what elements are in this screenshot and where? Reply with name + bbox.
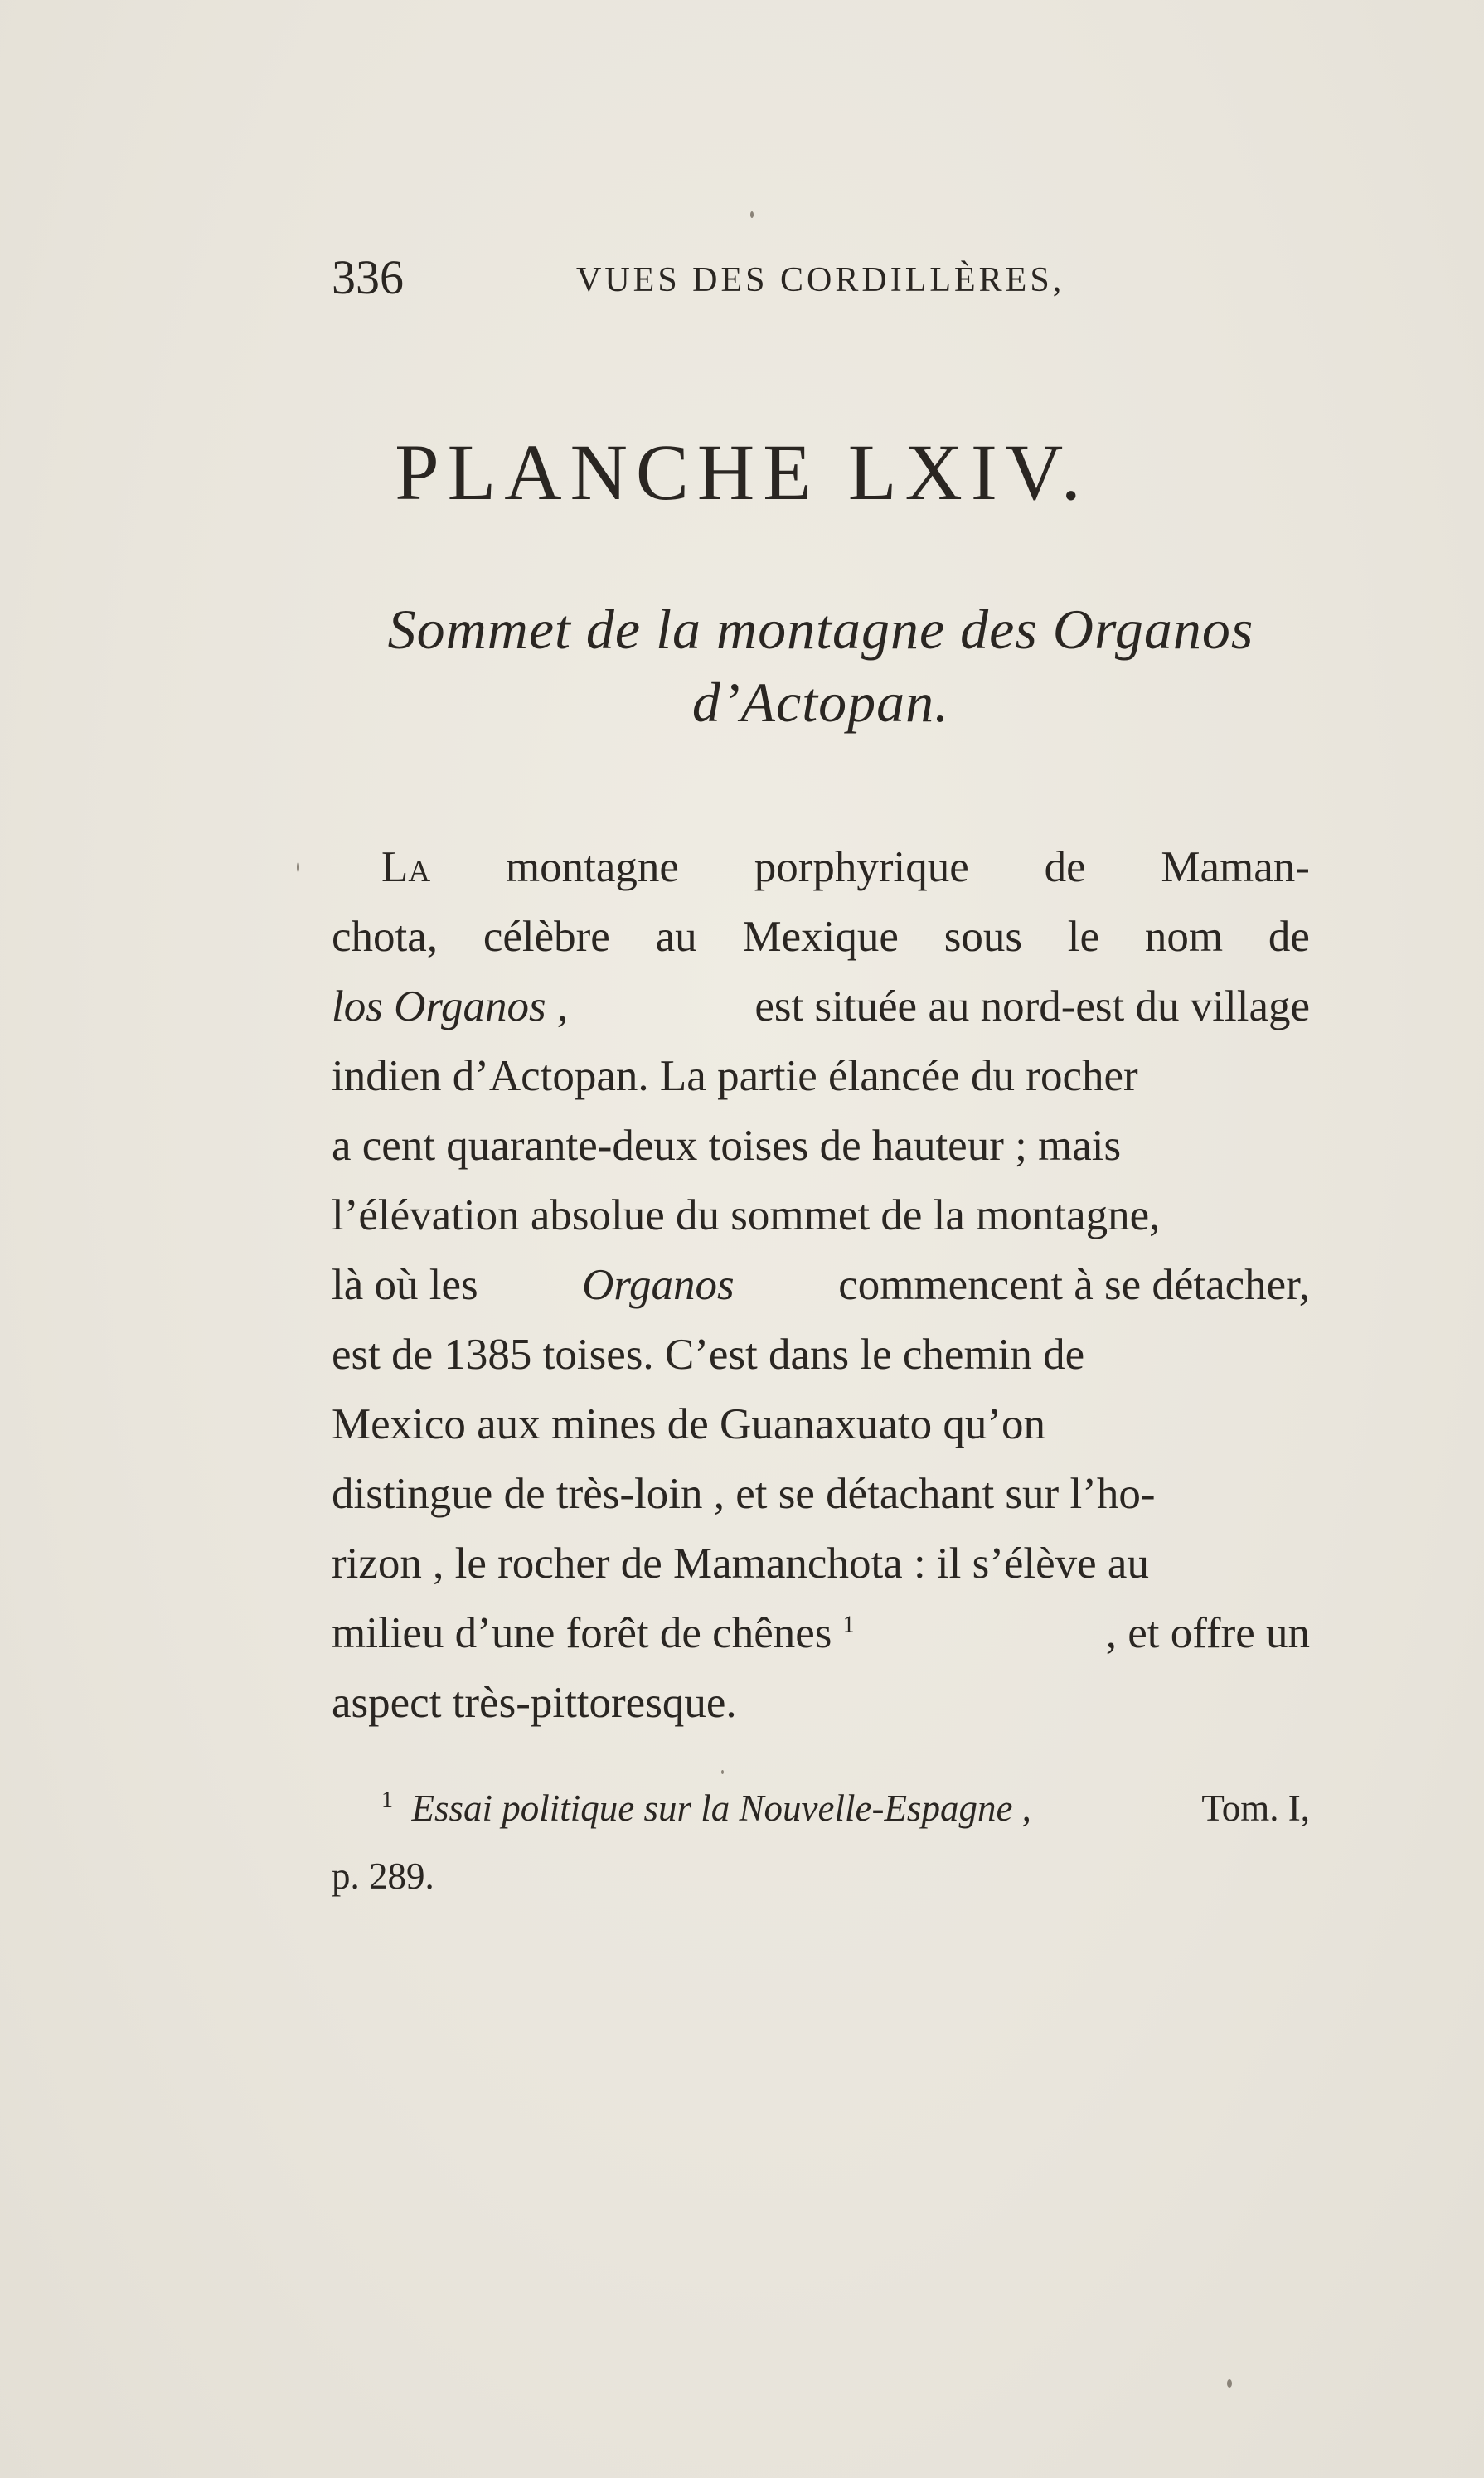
text-line: a cent quarante-deux toises de hauteur ; mais [332,1122,1122,1170]
subtitle-line-2: d’Actopan. [691,671,950,734]
page-number: 336 [332,250,404,304]
paper-speck [297,862,299,872]
running-head: VUES DES CORDILLÈRES, [576,261,1065,299]
text-line: Mexico aux mines de Guanaxuato qu’on [332,1400,1046,1448]
text-line: milieu d’une forêt de chênes $^1$ , et offre un [332,1609,1310,1657]
text-line: là où les Organos commencent à se détacher, [332,1261,1310,1309]
footnote-reference: 1 [842,1612,855,1638]
text-line: l’élévation absolue du sommet de la montagne, [332,1191,1161,1239]
paper-speck [750,211,754,218]
text-line: est de 1385 toises. C’est dans le chemin de [332,1331,1085,1379]
plate-title: PLANCHE LXIV. [395,428,1089,516]
text-line: aspect très-pittoresque. [332,1679,737,1727]
body-paragraph [332,832,1310,1738]
footnote-mark: 1 [381,1787,393,1813]
subtitle-line-1: Sommet de la montagne des Organos [387,598,1254,661]
text-line: rizon , le rocher de Mamanchota : il s’élève au [332,1540,1149,1588]
text-line: La montagne porphyrique de Maman- [381,843,1310,891]
text-line: los Organos , est située au nord-est du village [332,982,1310,1030]
footnote-line: p. 289. [332,1855,434,1897]
text-line: indien d’Actopan. La partie élancée du rocher [332,1052,1138,1100]
paper-speck [1227,2379,1232,2388]
text-line: chota, célèbre au Mexique sous le nom de [332,913,1310,961]
footnote-line: $^1$ Essai politique sur la Nouvelle-Espagne , Tom. I, [381,1787,1310,1829]
paper-speck [721,1770,724,1774]
text-line: distingue de très-loin , et se détachant sur l’ho- [332,1470,1156,1518]
footnote [332,1774,1310,1910]
footnote-citation-title: Essai politique sur la Nouvelle-Espagne , [411,1787,1031,1829]
page-header [332,249,1161,307]
plate-subtitle [323,593,1318,739]
